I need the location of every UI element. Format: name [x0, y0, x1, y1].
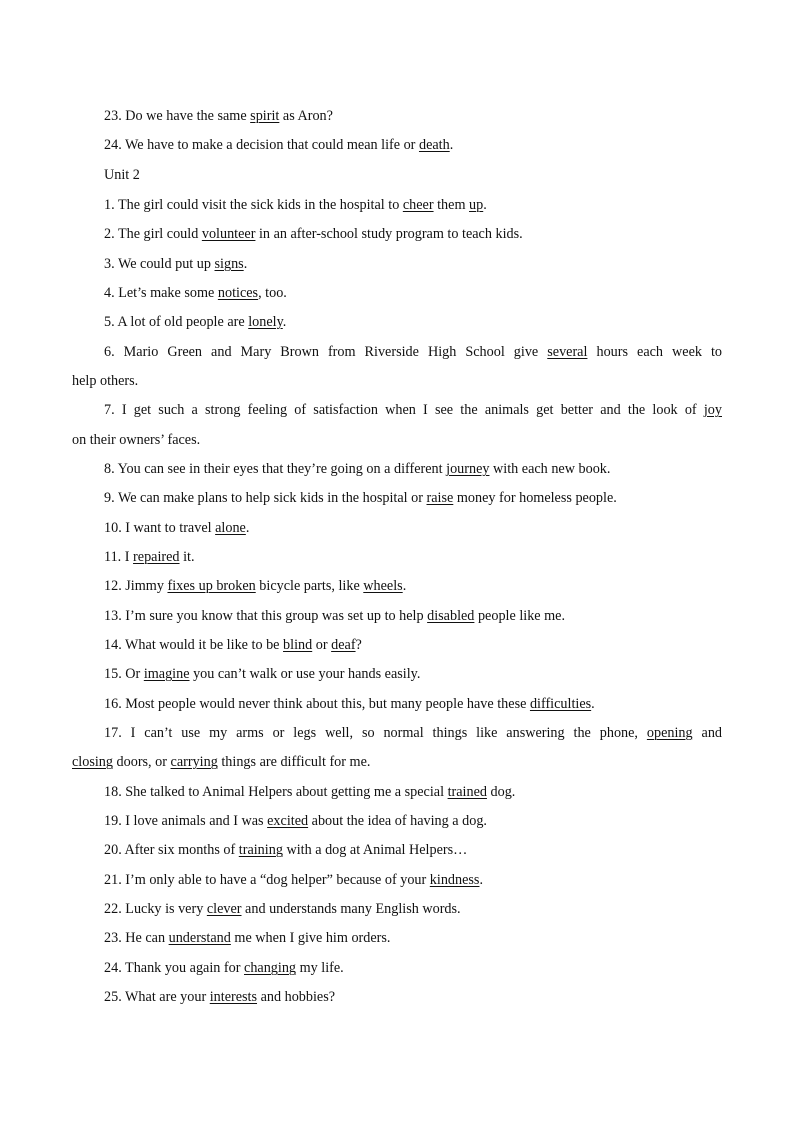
item-number: 22. [104, 901, 122, 917]
list-item [104, 254, 722, 274]
sentence-text: Do we have the same [125, 108, 247, 124]
sentence-text: Thank you again for [125, 960, 241, 976]
answer-blank: training [238, 842, 283, 858]
list-item [104, 899, 722, 919]
sentence-text: doors, or [116, 754, 167, 770]
list-item [104, 576, 722, 596]
list-item [104, 342, 722, 362]
list-item [104, 283, 722, 303]
sentence-text: dog. [490, 784, 516, 800]
answer-blank: wheels [363, 578, 403, 594]
answer-blank: volunteer [201, 226, 256, 242]
item-number: 19. [104, 813, 122, 829]
list-item [104, 606, 722, 626]
sentence-text: What are your [125, 989, 207, 1005]
list-item [104, 400, 722, 420]
sentence-text: Most people would never think about this, but many people have these [125, 696, 527, 712]
answer-blank: fixes up broken [167, 578, 256, 594]
sentence-text: . [479, 872, 483, 888]
sentence-text: me when I give him orders. [234, 930, 391, 946]
answer-blank: cheer [402, 197, 434, 213]
item-number: 23. [104, 108, 122, 124]
sentence-text: The girl could [117, 226, 199, 242]
answer-blank: difficulties [529, 696, 592, 712]
item-number: 13. [104, 608, 122, 624]
item-number: 23. [104, 930, 122, 946]
item-number: 10. [104, 520, 122, 536]
answer-blank: closing [72, 754, 113, 770]
sentence-text: I’m only able to have a “dog helper” because of your [125, 872, 427, 888]
sentence-text: . [245, 520, 250, 536]
list-item [104, 488, 722, 508]
sentence-text: The girl could visit the sick kids in the hospital to [117, 197, 400, 213]
sentence-text: and [701, 725, 723, 741]
list-item-continuation [72, 752, 722, 772]
sentence-text: I’m sure you know that this group was set up to help [125, 608, 424, 624]
sentence-text: . [282, 314, 287, 330]
answer-blank: repaired [133, 549, 180, 565]
item-number: 6. [104, 344, 115, 360]
sentence-text: We can make plans to help sick kids in the hospital or [117, 490, 423, 506]
item-number: 15. [104, 666, 122, 682]
sentence-text: it. [183, 549, 195, 565]
item-number: 16. [104, 696, 122, 712]
sentence-text: money for homeless people. [456, 490, 617, 506]
sentence-text: . [483, 197, 487, 213]
list-item [104, 106, 722, 126]
item-number: 4. [104, 285, 115, 301]
answer-blank: disabled [427, 608, 475, 624]
sentence-text: Lucky is very [125, 901, 204, 917]
sentence-text: A lot of old people are [117, 314, 245, 330]
sentence-text: in an after-school study program to teach kids. [258, 226, 523, 242]
sentence-text: help others. [72, 373, 139, 389]
answer-blank: raise [426, 490, 454, 506]
sentence-text: and hobbies? [260, 989, 336, 1005]
answer-blank: trained [447, 784, 487, 800]
list-item [104, 928, 722, 948]
answer-blank: opening [646, 725, 693, 741]
sentence-text: She talked to Animal Helpers about getting me a special [125, 784, 445, 800]
list-item-continuation [72, 430, 722, 450]
answer-blank: journey [446, 461, 490, 477]
item-number: 11. [104, 549, 122, 565]
list-item-continuation [72, 371, 722, 391]
item-number: 24. [104, 960, 122, 976]
item-number: 18. [104, 784, 122, 800]
answer-blank: deaf [331, 637, 356, 653]
answer-blank: death [418, 137, 450, 153]
sentence-text: We could put up [117, 256, 211, 272]
list-item [104, 987, 722, 1007]
sentence-text: people like me. [477, 608, 566, 624]
answer-blank: spirit [250, 108, 280, 124]
sentence-text: Let’s make some [118, 285, 215, 301]
list-item [104, 312, 722, 332]
section-heading: Unit 2 [104, 167, 140, 183]
answer-blank: changing [244, 960, 297, 976]
answer-blank: understand [168, 930, 231, 946]
list-item [104, 224, 722, 244]
answer-blank: clever [206, 901, 242, 917]
sentence-text: I want to travel [125, 520, 212, 536]
answer-blank: imagine [143, 666, 190, 682]
answer-blank: up [469, 197, 484, 213]
sentence-text: Or [125, 666, 141, 682]
sentence-text: He can [125, 930, 166, 946]
sentence-text: , too. [258, 285, 287, 301]
item-number: 24. [104, 137, 122, 153]
item-number: 2. [104, 226, 115, 242]
sentence-text: as Aron? [282, 108, 333, 124]
sentence-text: You can see in their eyes that they’re going on a different [117, 461, 443, 477]
answer-blank: lonely [248, 314, 283, 330]
sentence-text: I get such a strong feeling of satisfaction when I see the animals get better and the look of [121, 402, 697, 418]
item-number: 3. [104, 256, 115, 272]
list-item [104, 135, 722, 155]
sentence-text: on their owners’ faces. [72, 432, 201, 448]
sentence-text: you can’t walk or use your hands easily. [193, 666, 421, 682]
sentence-text: hours each week to [596, 344, 723, 360]
answer-blank: notices [217, 285, 259, 301]
list-item [104, 811, 722, 831]
sentence-text: . [402, 578, 407, 594]
answer-blank: alone [215, 520, 246, 536]
list-item [104, 870, 722, 890]
sentence-text: I love animals and I was [125, 813, 264, 829]
list-item [104, 547, 722, 567]
list-item [104, 195, 722, 215]
answer-blank: blind [283, 637, 313, 653]
item-number: 14. [104, 637, 122, 653]
item-number: 20. [104, 842, 122, 858]
answer-blank: kindness [429, 872, 480, 888]
sentence-text: After six months of [124, 842, 236, 858]
answer-blank: carrying [170, 754, 218, 770]
item-number: 12. [104, 578, 122, 594]
sentence-text: Mario Green and Mary Brown from Riverside High School give [123, 344, 539, 360]
list-item [104, 958, 722, 978]
item-number: 8. [104, 461, 115, 477]
sentence-text: I [124, 549, 130, 565]
sentence-text: with each new book. [493, 461, 611, 477]
answer-blank: interests [209, 989, 258, 1005]
sentence-text: and understands many English words. [245, 901, 461, 917]
sentence-text: Jimmy [125, 578, 164, 594]
item-number: 25. [104, 989, 122, 1005]
sentence-text: them [437, 197, 466, 213]
list-item [104, 664, 722, 684]
list-item [104, 723, 722, 743]
sentence-text: We have to make a decision that could mean life or [125, 137, 416, 153]
sentence-text: . [591, 696, 595, 712]
item-number: 7. [104, 402, 115, 418]
item-number: 5. [104, 314, 115, 330]
sentence-text: . [449, 137, 454, 153]
sentence-text: with a dog at Animal Helpers… [286, 842, 468, 858]
list-item [104, 840, 722, 860]
list-item [104, 694, 722, 714]
sentence-text: bicycle parts, like [259, 578, 360, 594]
item-number: 17. [104, 725, 122, 741]
sentence-text: I can’t use my arms or legs well, so normal things like answering the phone, [130, 725, 638, 741]
answer-blank: excited [267, 813, 309, 829]
list-item [104, 635, 722, 655]
list-item [104, 518, 722, 538]
sentence-text: things are difficult for me. [221, 754, 371, 770]
item-number: 1. [104, 197, 115, 213]
sentence-text: about the idea of having a dog. [311, 813, 487, 829]
sentence-text: or [315, 637, 328, 653]
answer-blank: several [547, 344, 588, 360]
item-number: 21. [104, 872, 122, 888]
item-number: 9. [104, 490, 115, 506]
sentence-text: . [243, 256, 248, 272]
list-item [104, 459, 722, 479]
list-item [104, 782, 722, 802]
answer-blank: signs [214, 256, 244, 272]
sentence-text: my life. [299, 960, 344, 976]
sentence-text: ? [355, 637, 362, 653]
sentence-text: What would it be like to be [125, 637, 280, 653]
answer-blank: joy [703, 402, 722, 418]
